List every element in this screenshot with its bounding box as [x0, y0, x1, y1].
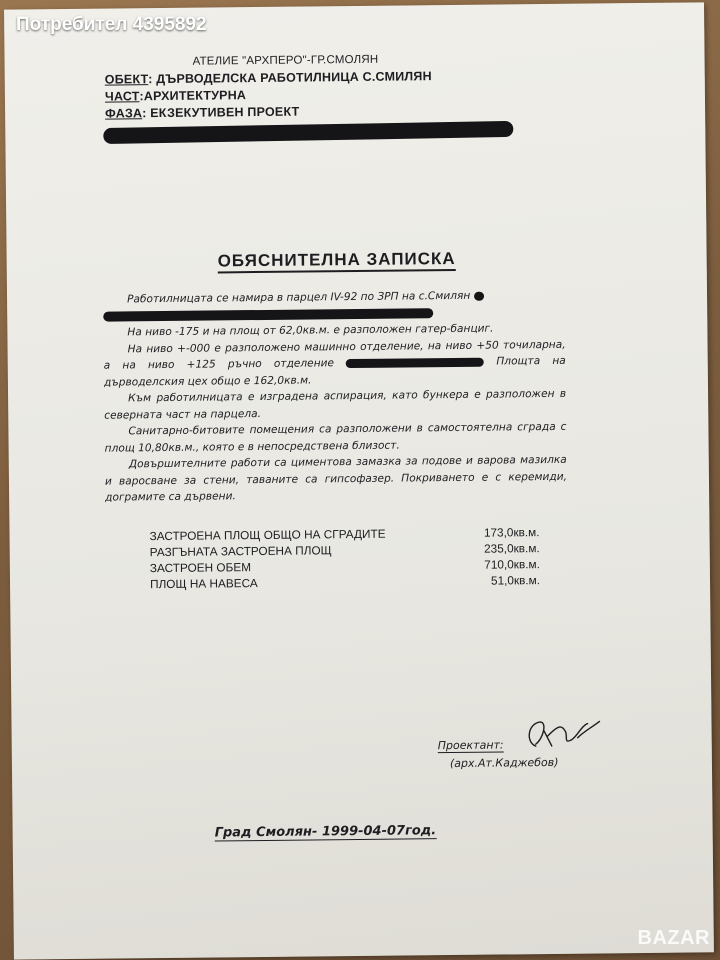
paragraph-levels-text: На ниво +-000 е разположено машинно отделение, на ниво +50 точиларна, а на ниво +125 ръчно отделение — [103, 338, 566, 372]
redaction-bar-header — [103, 121, 513, 144]
phase-value: : ЕКЗЕКУТИВЕН ПРОЕКТ — [142, 104, 300, 121]
redaction-mark — [346, 357, 484, 367]
stat-label: ЗАСТРОЕНА ПЛОЩ ОБЩО НА СГРАДИТЕ — [149, 526, 386, 544]
stat-row — [150, 572, 540, 592]
atelier-name: АТЕЛИЕ "АРХПЕРО"-ГР.СМОЛЯН — [192, 53, 379, 68]
stat-label: ПЛОЩ НА НАВЕСА — [149, 576, 258, 592]
bazar-logo: BAZAR — [637, 927, 710, 949]
paragraph-aspiration: Към работилницата е изградена аспирация, като бункера е разположен в северната част на парцела. — [104, 387, 567, 422]
stat-value: 51,0кв.м. — [490, 573, 541, 588]
designer-label: Проектант: — [437, 738, 504, 753]
object-label: ОБЕКТ — [104, 72, 149, 87]
part-label: ЧАСТ — [104, 89, 140, 104]
stat-value: 173,0кв.м. — [483, 525, 540, 540]
city-date: Град Смолян- 1999-04-07год. — [214, 823, 437, 841]
paragraph-levels-area: Площта на дърводелския цех общо е 162,0кв.м. — [103, 354, 566, 389]
paragraph-levels — [103, 336, 565, 390]
handwritten-signature-icon — [517, 715, 607, 756]
redaction-mark — [474, 291, 484, 300]
stat-value: 235,0кв.м. — [483, 541, 540, 556]
signature-block — [437, 715, 638, 787]
paragraph-level-175: На ниво -175 и на площ от 62,0кв.м. е разположен гатер-банциг. — [127, 322, 494, 339]
phase-label: ФАЗА — [105, 106, 143, 121]
document-title — [7, 247, 667, 274]
part-value: :АРХИТЕКТУРНА — [139, 88, 247, 104]
document-title-text: ОБЯСНИТЕЛНА ЗАПИСКА — [218, 249, 456, 273]
document-header — [104, 51, 432, 122]
paragraph-sanitary: Санитарно-битовите помещения са разположени в самостоятелна сграда с площ 10,80кв.м., която е в непосредствена близост. — [104, 420, 567, 455]
paragraph-finishing: Довършителните работи са циментова замазка за подове и варова мазилка и варосване за стени, таваните са гипсофазер. Покриването е с керемиди, дограмите са дървени. — [104, 453, 567, 504]
phase-line — [105, 102, 432, 122]
paragraph-location-text: Работилницата се намира в парцел IV-92 по ЗРП на с.Смилян — [126, 289, 471, 306]
area-stats-table — [149, 524, 540, 592]
stat-label: ЗАСТРОЕН ОБЕМ — [149, 560, 252, 576]
redaction-mark — [103, 308, 433, 321]
object-line — [105, 68, 432, 88]
user-watermark: Потребител 4395892 — [16, 14, 207, 35]
document-body — [103, 287, 567, 506]
object-value: : ДЪРВОДЕЛСКА РАБОТИЛНИЦА С.СМИЛЯН — [148, 69, 432, 87]
document-page — [4, 2, 714, 959]
stat-value: 710,0кв.м. — [484, 557, 540, 572]
designer-name: (арх.Ат.Каджебов) — [449, 755, 559, 771]
stat-label: РАЗГЪНАТА ЗАСТРОЕНА ПЛОЩ — [149, 543, 332, 560]
